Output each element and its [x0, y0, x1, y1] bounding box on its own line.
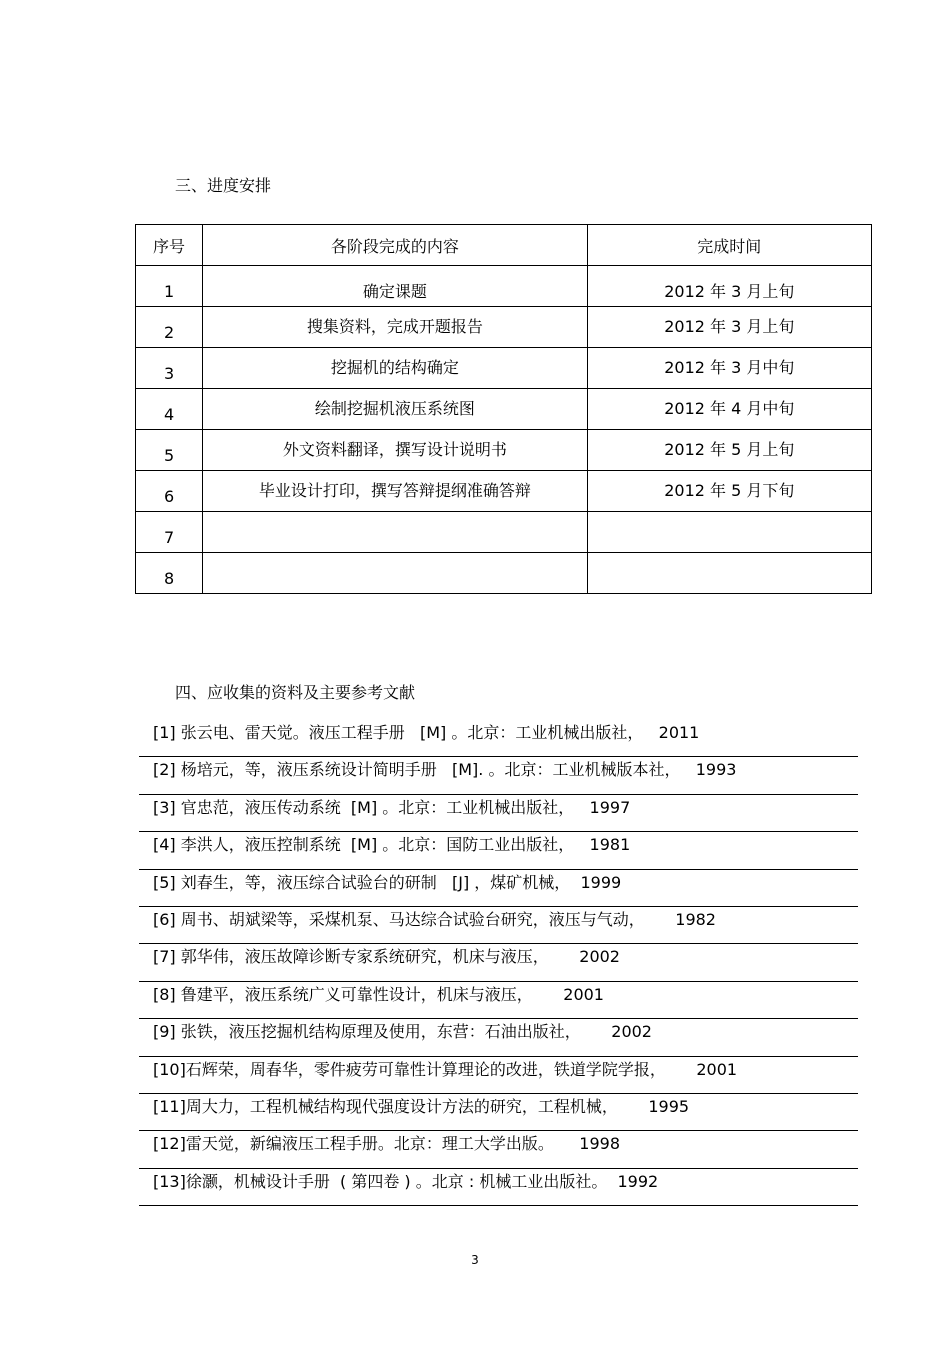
row-number-cell: [136, 307, 203, 348]
reference-text: [12]雷天觉，新编液压工程手册。北京：理工大学出版。 1998: [153, 1134, 620, 1154]
list-item: [139, 720, 858, 757]
row-time: 2012 年 3 月上旬: [664, 282, 795, 301]
page-number: 3: [471, 1253, 479, 1267]
row-content-cell: [203, 266, 588, 307]
row-number: 2: [163, 323, 175, 342]
list-item: [139, 757, 858, 794]
row-time: 2012 年 5 月上旬: [664, 440, 795, 459]
references-heading: 四、应收集的资料及主要参考文献: [175, 683, 416, 702]
row-content-cell: [203, 471, 588, 512]
row-time-cell: [587, 389, 871, 430]
row-number-cell: [136, 348, 203, 389]
list-item: [139, 1169, 858, 1206]
table-row: [136, 471, 872, 512]
row-number-cell: [136, 471, 203, 512]
reference-text: [4] 李洪人，液压控制系统 [M] 。北京：国防工业出版社， 1981: [153, 835, 631, 855]
reference-text: [13]徐灏，机械设计手册 ( 第四卷 ) 。北京 : 机械工业出版社。 1992: [153, 1171, 659, 1191]
reference-text: [1] 张云电、雷天觉。液压工程手册 [M] 。北京：工业机械出版社， 2011: [153, 723, 700, 742]
schedule-table: [135, 224, 872, 594]
list-item: [139, 1131, 858, 1168]
row-number: 7: [163, 528, 175, 547]
row-number-cell: [136, 266, 203, 307]
row-number: 3: [163, 364, 175, 383]
table-row: [136, 389, 872, 430]
row-time-cell: [587, 553, 871, 594]
schedule-header-row: [136, 225, 872, 266]
row-time-cell: [587, 512, 871, 553]
row-content: 挖掘机的结构确定: [330, 358, 459, 377]
row-number: 4: [163, 405, 175, 424]
row-time-cell: [587, 471, 871, 512]
reference-text: [6] 周书、胡斌梁等，采煤机泵、马达综合试验台研究，液压与气动， 1982: [153, 909, 716, 929]
table-row: [136, 430, 872, 471]
row-time: [588, 548, 871, 552]
reference-text: [3] 官忠范，液压传动系统 [M] 。北京：工业机械出版社， 1997: [153, 797, 631, 817]
column-header-content: 各阶段完成的内容: [203, 225, 588, 266]
reference-text: [11]周大力，工程机械结构现代强度设计方法的研究，工程机械， 1995: [153, 1096, 690, 1116]
row-content: 确定课题: [362, 282, 427, 301]
reference-text: [2] 杨培元，等，液压系统设计简明手册 [M]. 。北京：工业机械版本社， 1993: [153, 760, 737, 780]
row-content: 绘制挖掘机液压系统图: [314, 399, 475, 418]
row-time: 2012 年 3 月中旬: [664, 358, 795, 377]
row-content-cell: [203, 389, 588, 430]
row-number-cell: [136, 430, 203, 471]
row-content-cell: [203, 553, 588, 594]
row-time-cell: [587, 307, 871, 348]
row-content: [203, 589, 587, 593]
row-content-cell: [203, 512, 588, 553]
reference-text: [9] 张铁，液压挖掘机结构原理及使用，东营：石油出版社， 2002: [153, 1022, 652, 1042]
row-time: 2012 年 4 月中旬: [664, 399, 795, 418]
row-content-cell: [203, 348, 588, 389]
row-number: 8: [163, 569, 175, 588]
row-content: [203, 548, 587, 552]
row-time-cell: [587, 430, 871, 471]
row-number: 5: [163, 446, 175, 465]
row-number-cell: [136, 553, 203, 594]
reference-text: [10]石辉荣，周春华，零件疲劳可靠性计算理论的改进，铁道学院学报， 2001: [153, 1059, 738, 1079]
row-content: 毕业设计打印，撰写答辩提纲准确答辩: [258, 481, 531, 500]
table-row: [136, 266, 872, 307]
list-item: [139, 832, 858, 869]
row-time-cell: [587, 266, 871, 307]
reference-list: [139, 720, 858, 1206]
row-content: 搜集资料，完成开题报告: [306, 317, 483, 336]
row-content-cell: [203, 430, 588, 471]
table-row: [136, 553, 872, 594]
list-item: [139, 944, 858, 981]
row-number: 1: [163, 282, 175, 301]
list-item: [139, 1057, 858, 1094]
list-item: [139, 795, 858, 832]
row-time: 2012 年 5 月下旬: [664, 481, 795, 500]
list-item: [139, 1019, 858, 1056]
row-number: 6: [163, 487, 175, 506]
list-item: [139, 1094, 858, 1131]
table-row: [136, 307, 872, 348]
list-item: [139, 907, 858, 944]
schedule-heading: 三、进度安排: [175, 176, 272, 195]
reference-text: [7] 郭华伟，液压故障诊断专家系统研究，机床与液压， 2002: [153, 947, 620, 967]
row-time: 2012 年 3 月上旬: [664, 317, 795, 336]
list-item: [139, 982, 858, 1019]
table-row: [136, 348, 872, 389]
table-row: [136, 512, 872, 553]
row-time-cell: [587, 348, 871, 389]
row-content: 外文资料翻译，撰写设计说明书: [282, 440, 507, 459]
reference-text: [5] 刘春生，等，液压综合试验台的研制 [J] ，煤矿机械， 1999: [153, 872, 622, 892]
row-time: [588, 589, 871, 593]
row-content-cell: [203, 307, 588, 348]
column-header-time: 完成时间: [587, 225, 871, 266]
list-item: [139, 870, 858, 907]
row-number-cell: [136, 389, 203, 430]
reference-text: [8] 鲁建平，液压系统广义可靠性设计，机床与液压， 2001: [153, 984, 604, 1004]
row-number-cell: [136, 512, 203, 553]
column-header-number: 序号: [136, 225, 203, 266]
